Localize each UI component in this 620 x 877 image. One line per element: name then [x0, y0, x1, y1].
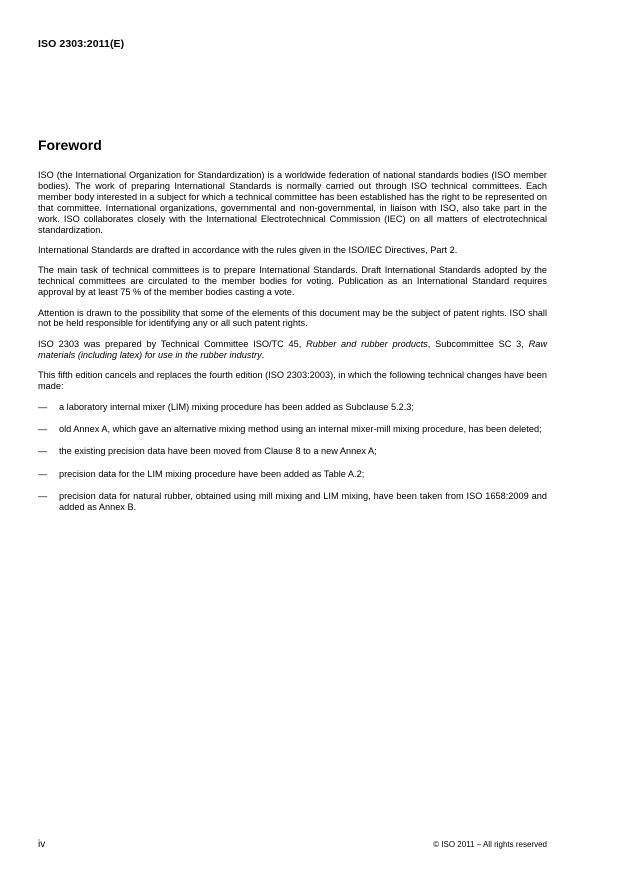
- list-dash: —: [38, 423, 48, 434]
- list-item: [38, 402, 547, 413]
- list-item-text: old Annex A, which gave an alternative mixing method using an internal mixer-mill mixing procedure, has been deleted;: [59, 423, 542, 434]
- paragraph-prepared-by: [38, 339, 547, 361]
- copyright-notice: © ISO 2011 – All rights reserved: [433, 840, 547, 849]
- list-item: [38, 424, 547, 435]
- prepared-by-text-1: ISO 2303 was prepared by Technical Committee ISO/TC 45,: [38, 338, 307, 349]
- subcommittee-name: Raw materials (including latex) for use in the rubber industry: [38, 338, 547, 360]
- foreword-body: [38, 170, 547, 524]
- paragraph-edition-changes: This fifth edition cancels and replaces the fourth edition (ISO 2303:2003), in which the following technical changes have been made:: [38, 370, 547, 392]
- list-item: [38, 446, 547, 457]
- list-dash: —: [38, 491, 48, 502]
- page-number: iv: [38, 839, 46, 850]
- paragraph-patent-rights: Attention is drawn to the possibility that some of the elements of this document may be the subject of patent rights. ISO shall not be held responsible for identifying any or all such patent rights.: [38, 307, 547, 329]
- list-item: [38, 491, 547, 513]
- list-dash: —: [38, 401, 48, 412]
- document-id: ISO 2303:2011(E): [38, 38, 125, 50]
- paragraph-drafting-rules: International Standards are drafted in accordance with the rules given in the ISO/IEC Directives, Part 2.: [38, 244, 458, 255]
- list-item-text: a laboratory internal mixer (LIM) mixing procedure has been added as Subclause 5.2.3;: [59, 401, 414, 412]
- paragraph-committee-task: The main task of technical committees is to prepare International Standards. Draft International Standards adopted by the technical committees are circulated to the member bodies for voting. Publication as an International Standard requires approval by at least 75 % of the member bodies casting a vote.: [38, 265, 547, 298]
- list-item-text: precision data for natural rubber, obtained using mill mixing and LIM mixing, have been taken from ISO 1658:2009 and added as Annex B.: [59, 491, 547, 513]
- list-item: [38, 469, 547, 480]
- list-dash: —: [38, 446, 48, 457]
- prepared-by-text-2: , Subcommittee SC 3,: [427, 338, 529, 349]
- changes-list: [38, 402, 547, 513]
- list-item-text: the existing precision data have been moved from Clause 8 to a new Annex A;: [59, 446, 377, 457]
- list-dash: —: [38, 468, 48, 479]
- committee-name: Rubber and rubber products: [306, 338, 428, 349]
- paragraph-iso-intro: ISO (the International Organization for Standardization) is a worldwide federation of national standards bodies (ISO member bodies). The work of preparing International Standards is normally carried out through ISO technical committees. Each member body interested in a subject for which a technical committee has been established has the right to be represented on that committee. International organizations, governmental and non-governmental, in liaison with ISO, also take part in the work. ISO collaborates closely with the International Electrotechnical Commission (IEC) on all matters of electrotechnical standardization.: [38, 170, 547, 235]
- page-title: Foreword: [38, 137, 102, 153]
- list-item-text: precision data for the LIM mixing procedure have been added as Table A.2;: [59, 468, 365, 479]
- prepared-by-text-3: .: [261, 349, 265, 360]
